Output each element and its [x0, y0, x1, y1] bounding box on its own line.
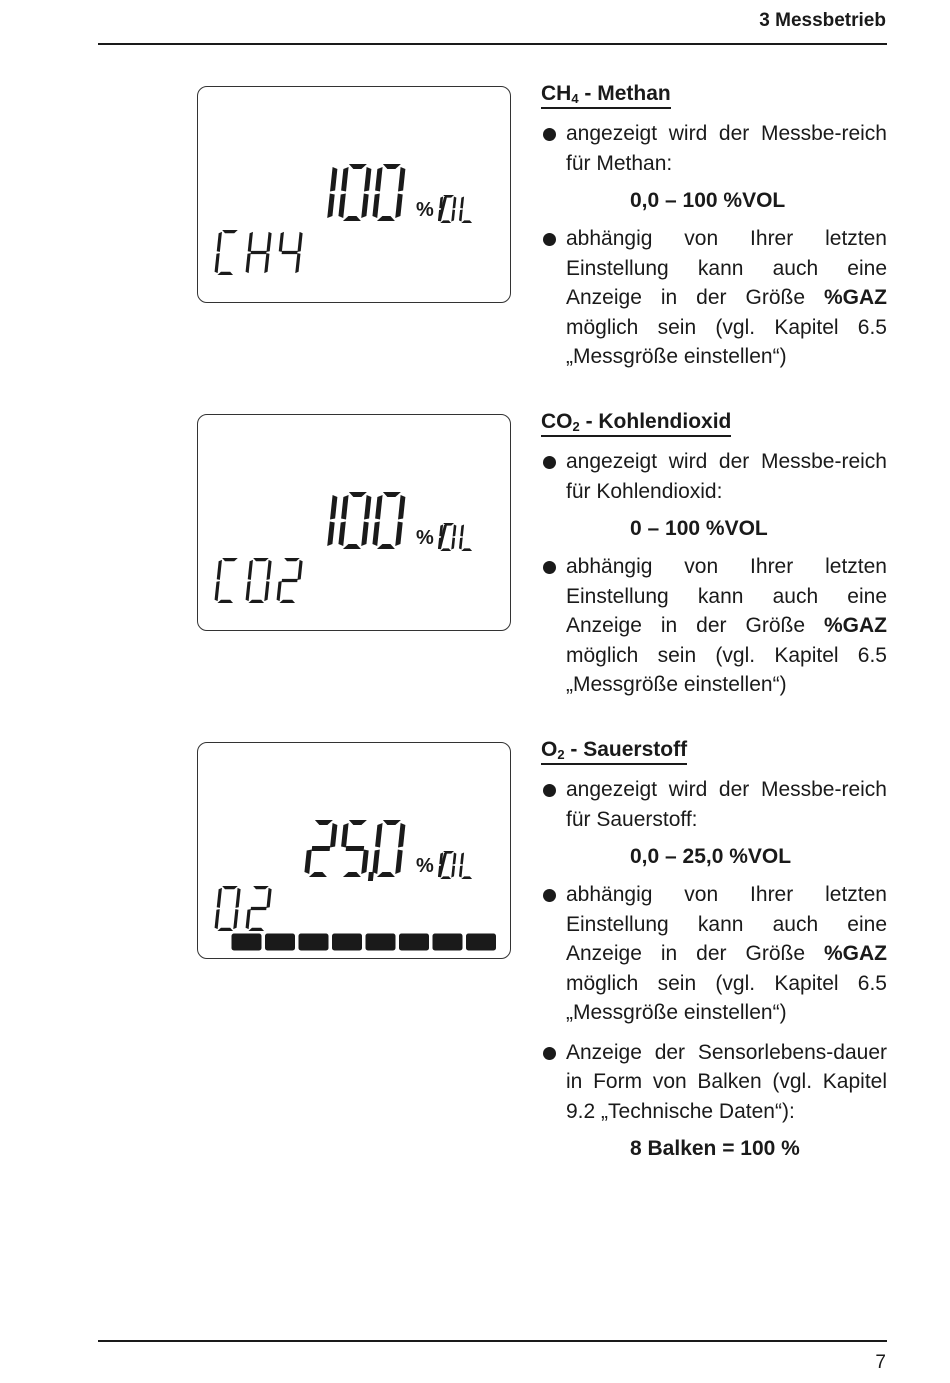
lcd-segment: [282, 251, 298, 254]
lcd-segment: [214, 581, 219, 601]
lcd-segment: [459, 866, 463, 878]
lcd-segment: [341, 167, 349, 192]
title-formula: CO: [541, 410, 573, 433]
lcd-segment: [297, 232, 302, 252]
lcd-segment: [309, 872, 328, 877]
lcd-segment: [214, 253, 219, 273]
lcd-segment: [279, 232, 284, 252]
lcd-gas-label: [214, 558, 303, 603]
lcd-percent-sign: %: [416, 527, 434, 549]
lcd-segment: [382, 164, 401, 169]
lcd-segment: [460, 525, 464, 537]
lcd-segment: [282, 579, 298, 582]
lcd-segment: [276, 581, 281, 601]
bullet-item: [541, 224, 887, 372]
chapter-header: 3 Messbetrieb: [759, 10, 886, 31]
lcd-value: [327, 492, 406, 549]
lcd-segment: [279, 600, 295, 603]
lcd-segment: [248, 560, 253, 580]
lcd-segment: [348, 492, 367, 497]
lcd-segment: [453, 853, 457, 865]
lcd-segment: [264, 253, 269, 273]
lcd-segment: [222, 886, 238, 889]
lcd-segment: [222, 558, 238, 561]
lcd-segment: [375, 823, 383, 848]
bars-note: 8 Balken = 100 %: [630, 1137, 800, 1160]
lcd-segment: [253, 886, 269, 889]
lcd-segment: [248, 232, 253, 252]
lcd-segment: [461, 876, 472, 879]
lcd-segment: [266, 888, 271, 908]
section-title: [541, 738, 687, 765]
sensor-life-bar: [299, 934, 328, 950]
unit-gaz: %GAZ: [824, 286, 887, 309]
lcd-segment: [327, 194, 335, 219]
lcd-segment: [314, 820, 333, 825]
sensor-life-bar: [400, 934, 429, 950]
lcd-segment: [338, 522, 346, 547]
lcd-segment: [222, 230, 238, 233]
section-oxygen: [541, 738, 887, 1162]
lcd-unit: [416, 523, 475, 551]
lcd-segment: [361, 522, 369, 547]
title-name: - Sauerstoff: [564, 738, 688, 761]
lcd-segment: [377, 216, 396, 221]
lcd-screen-methane: [198, 87, 510, 302]
bullet-item: [541, 552, 887, 700]
lcd-display-oxygen: [197, 742, 511, 959]
lcd-segment: [343, 216, 362, 221]
lcd-segment: [375, 167, 383, 192]
lcd-segment: [372, 850, 380, 875]
lcd-segment: [297, 560, 302, 580]
measuring-range: 0,0 – 25,0 %VOL: [630, 845, 792, 868]
lcd-segment: [398, 495, 406, 520]
title-name: - Methan: [578, 82, 671, 105]
lcd-segment: [251, 907, 267, 910]
section-title: [541, 410, 731, 437]
lcd-segment: [453, 525, 457, 537]
bullet-icon: [543, 889, 556, 902]
lcd-segment: [461, 548, 472, 551]
bullet-item: [541, 775, 887, 834]
bullet-item: [541, 1038, 887, 1127]
bullet-text: abhängig von Ihrer letzten Einstellung kann auch eine Anzeige in der Größe %GAZ möglich sein (vgl. Kapitel 6.5 „Messgröße einstellen“): [566, 555, 887, 696]
lcd-segment: [217, 232, 222, 252]
section-co2: [541, 410, 887, 700]
lcd-comma: [368, 872, 374, 881]
lcd-value: [303, 820, 405, 881]
lcd-segment: [372, 522, 380, 547]
bullet-text: angezeigt wird der Messbe-reich für Methan:: [566, 122, 887, 175]
lcd-segment: [266, 560, 271, 580]
bullet-item: [541, 119, 887, 178]
lcd-segment: [343, 544, 362, 549]
title-formula: O: [541, 738, 558, 761]
lcd-segment: [330, 167, 338, 192]
lcd-segment: [312, 846, 331, 851]
lcd-segment: [217, 928, 233, 931]
section-title: [541, 82, 671, 109]
lcd-segment: [248, 928, 264, 931]
lcd-display-co2: [197, 414, 511, 631]
lcd-segment: [451, 866, 455, 878]
lcd-segment: [343, 872, 362, 877]
sensor-life-bar: [366, 934, 395, 950]
lcd-segment: [217, 888, 222, 908]
lcd-segment: [377, 872, 396, 877]
lcd-percent-sign: %: [416, 855, 434, 877]
bullet-text: abhängig von Ihrer letzten Einstellung kann auch eine Anzeige in der Größe %GAZ möglich sein (vgl. Kapitel 6.5 „Messgröße einstellen“): [566, 883, 887, 1024]
lcd-segment: [460, 853, 464, 865]
lcd-gas-label: [214, 230, 303, 275]
lcd-value: [327, 164, 406, 221]
lcd-segment: [248, 600, 264, 603]
lcd-segment: [266, 232, 271, 252]
lcd-segment: [375, 495, 383, 520]
unit-gaz: %GAZ: [824, 942, 887, 965]
lcd-segment: [338, 194, 346, 219]
lcd-percent-sign: %: [416, 199, 434, 221]
lcd-segment: [253, 558, 269, 561]
bullet-text: abhängig von Ihrer letzten Einstellung kann auch eine Anzeige in der Größe %GAZ möglich sein (vgl. Kapitel 6.5 „Messgröße einstellen“): [566, 227, 887, 368]
measuring-range: 0,0 – 100 %VOL: [630, 189, 786, 212]
bullet-text: angezeigt wird der Messbe-reich für Kohlendioxid:: [566, 450, 887, 503]
lcd-segment: [233, 909, 238, 929]
sensor-life-bar: [433, 934, 462, 950]
title-formula: CH: [541, 82, 572, 105]
lcd-segment: [245, 253, 250, 273]
lcd-unit: [416, 851, 475, 879]
lcd-segment: [217, 272, 233, 275]
title-subscript: 4: [571, 91, 579, 106]
measuring-range: 0 – 100 %VOL: [630, 517, 768, 540]
lcd-segment: [341, 495, 349, 520]
lcd-segment: [382, 820, 401, 825]
lcd-segment: [364, 167, 372, 192]
bullet-text: angezeigt wird der Messbe-reich für Sauerstoff:: [566, 778, 887, 831]
lcd-segment: [440, 220, 451, 223]
lcd-segment: [398, 823, 406, 848]
lcd-segment: [395, 522, 403, 547]
lcd-segment: [295, 253, 300, 273]
lcd-segment: [382, 492, 401, 497]
lcd-segment: [440, 548, 451, 551]
title-subscript: 2: [572, 419, 580, 434]
lcd-segment: [304, 850, 312, 875]
lcd-segment: [327, 522, 335, 547]
lcd-segment: [451, 538, 455, 550]
header-rule: [98, 43, 887, 45]
lcd-segment: [451, 210, 455, 222]
lcd-segment: [348, 820, 367, 825]
lcd-segment: [395, 194, 403, 219]
lcd-unit: [416, 195, 475, 223]
bullet-icon: [543, 784, 556, 797]
footer-rule: [98, 1340, 887, 1342]
lcd-segment: [348, 164, 367, 169]
lcd-segment: [235, 888, 240, 908]
lcd-segment: [372, 194, 380, 219]
sensor-life-bars: [232, 934, 496, 950]
title-subscript: 2: [557, 747, 565, 762]
sensor-life-bar: [232, 934, 261, 950]
lcd-screen-oxygen: [198, 743, 510, 958]
lcd-segment: [251, 251, 267, 254]
lcd-segment: [459, 538, 463, 550]
lcd-segment: [361, 850, 369, 875]
lcd-segment: [395, 850, 403, 875]
lcd-segment: [284, 558, 300, 561]
sensor-life-bar: [266, 934, 295, 950]
lcd-segment: [440, 876, 451, 879]
lcd-screen-co2: [198, 415, 510, 630]
bullet-icon: [543, 1047, 556, 1060]
bullet-item: [541, 880, 887, 1028]
lcd-segment: [330, 495, 338, 520]
lcd-segment: [398, 167, 406, 192]
bullet-icon: [543, 128, 556, 141]
lcd-segment: [377, 544, 396, 549]
lcd-display-methane: [197, 86, 511, 303]
lcd-segment: [245, 909, 250, 929]
lcd-segment: [214, 909, 219, 929]
bullet-icon: [543, 561, 556, 574]
title-name: - Kohlendioxid: [579, 410, 732, 433]
lcd-segment: [361, 194, 369, 219]
unit-gaz: %GAZ: [824, 614, 887, 637]
lcd-segment: [460, 197, 464, 209]
lcd-segment: [217, 600, 233, 603]
bullet-icon: [543, 233, 556, 246]
sensor-life-bar: [467, 934, 496, 950]
lcd-segment: [459, 210, 463, 222]
lcd-segment: [264, 581, 269, 601]
lcd-segment: [245, 581, 250, 601]
lcd-segment: [453, 197, 457, 209]
lcd-gas-label: [214, 886, 272, 931]
lcd-segment: [461, 220, 472, 223]
bullet-icon: [543, 456, 556, 469]
lcd-segment: [346, 846, 365, 851]
lcd-segment: [217, 560, 222, 580]
sensor-life-bar: [333, 934, 362, 950]
lcd-segment: [330, 823, 338, 848]
bullet-text: Anzeige der Sensorlebens-dauer in Form von Balken (vgl. Kapitel 9.2 „Technische Daten“):: [566, 1040, 887, 1123]
lcd-segment: [341, 823, 349, 848]
bullet-item: [541, 447, 887, 506]
page-number: 7: [875, 1352, 886, 1373]
lcd-segment: [364, 495, 372, 520]
section-methane: [541, 82, 887, 372]
